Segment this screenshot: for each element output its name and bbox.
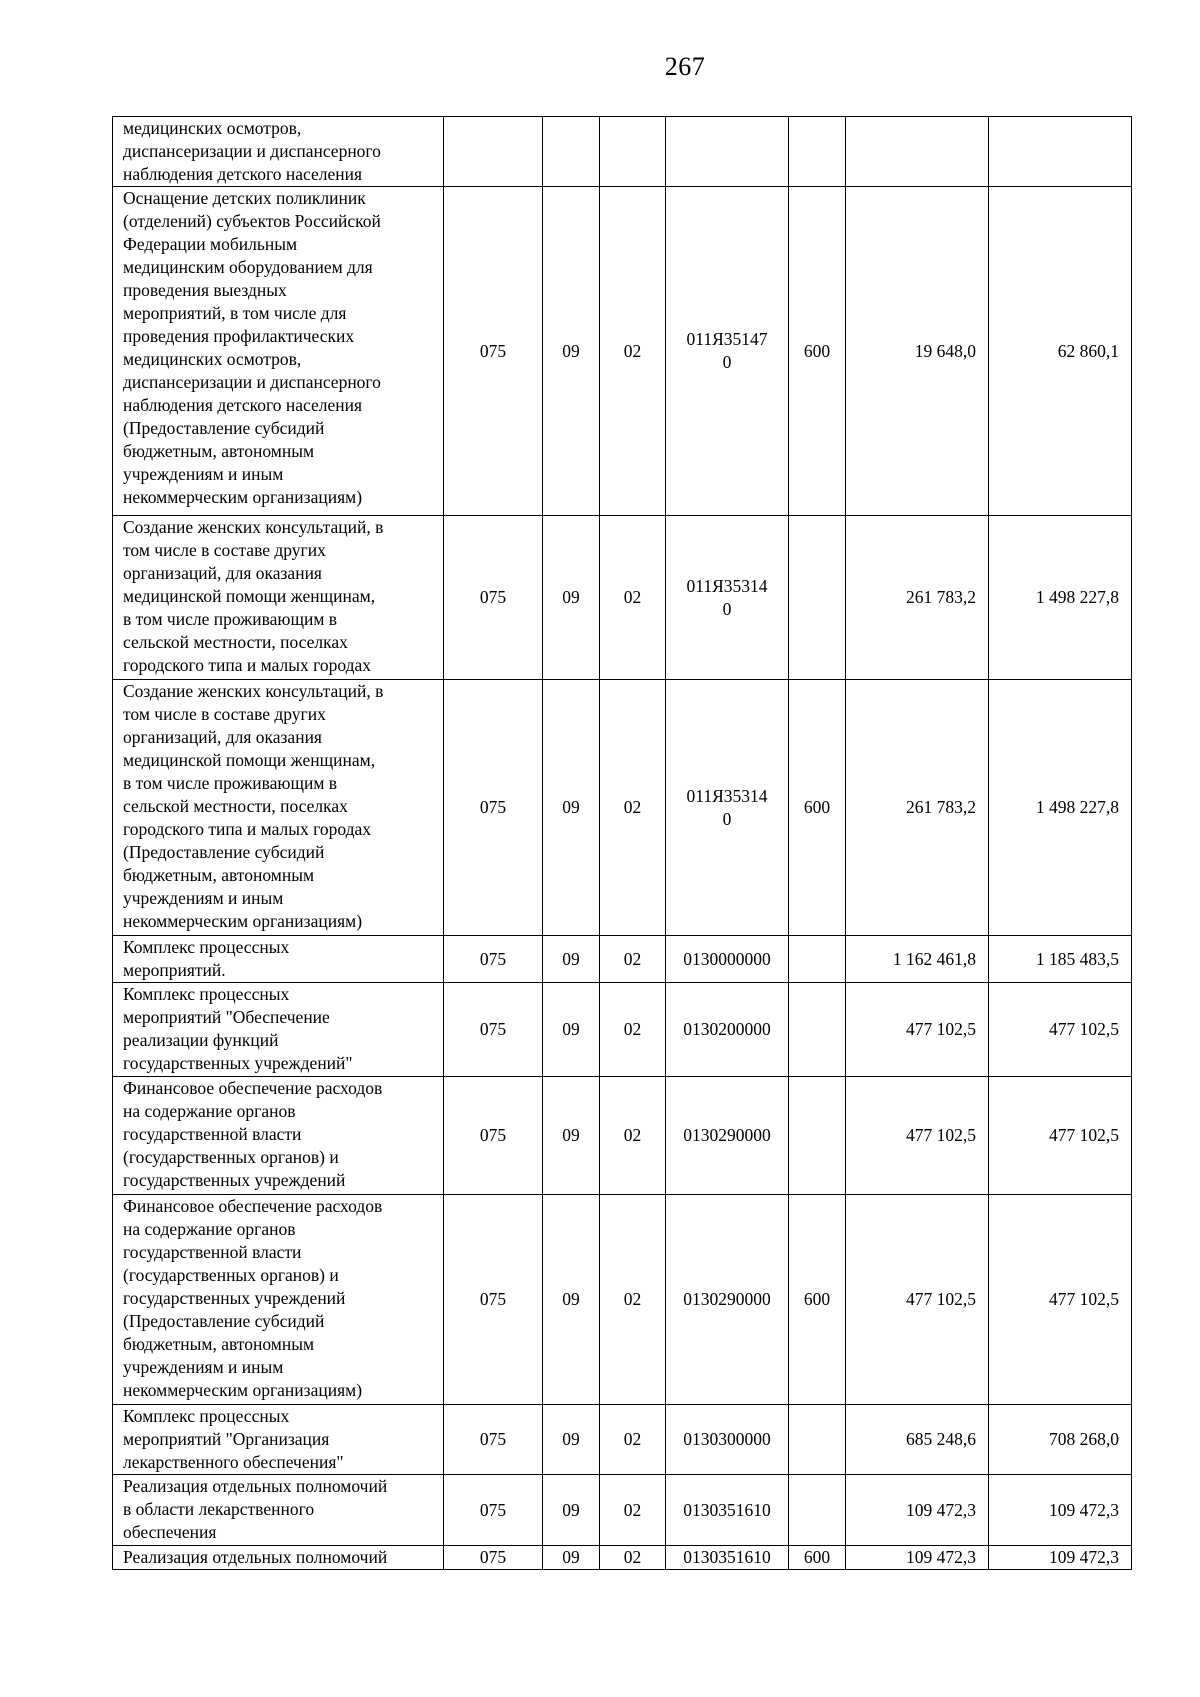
target-article-cell: 0130351610: [666, 1475, 789, 1546]
subsection-code-cell: 02: [600, 1475, 666, 1546]
subsection-code-cell: 02: [600, 1195, 666, 1405]
admin-code-cell: 075: [444, 1546, 543, 1570]
expense-type-cell: 600: [789, 1546, 846, 1570]
section-code-cell: 09: [543, 516, 600, 680]
expense-type-cell: [789, 1077, 846, 1195]
target-article-cell: 0130290000: [666, 1195, 789, 1405]
budget-table: [112, 116, 1132, 1570]
row-name-cell: Комплекс процессных мероприятий "Обеспечение реализации функций государственных учреждений": [113, 983, 444, 1077]
amount-year-2-cell: 1 185 483,5: [989, 936, 1132, 983]
row-name-cell: Комплекс процессных мероприятий "Организация лекарственного обеспечения": [113, 1405, 444, 1475]
table-row: [113, 117, 1132, 187]
page-number: 267: [664, 52, 706, 81]
table-row: [113, 936, 1132, 983]
amount-year-2-cell: 477 102,5: [989, 983, 1132, 1077]
row-name-cell: медицинских осмотров, диспансеризации и диспансерного наблюдения детского населения: [113, 117, 444, 187]
section-code-cell: [543, 117, 600, 187]
section-code-cell: 09: [543, 983, 600, 1077]
section-code-cell: 09: [543, 936, 600, 983]
table-row: [113, 187, 1132, 516]
subsection-code-cell: 02: [600, 1405, 666, 1475]
admin-code-cell: 075: [444, 680, 543, 936]
subsection-code-cell: 02: [600, 1077, 666, 1195]
amount-year-1-cell: 1 162 461,8: [846, 936, 989, 983]
section-code-cell: 09: [543, 1475, 600, 1546]
amount-year-1-cell: 477 102,5: [846, 1195, 989, 1405]
expense-type-cell: [789, 936, 846, 983]
admin-code-cell: [444, 117, 543, 187]
expense-type-cell: [789, 983, 846, 1077]
target-article-cell: 0130200000: [666, 983, 789, 1077]
expense-type-cell: [789, 516, 846, 680]
amount-year-1-cell: 685 248,6: [846, 1405, 989, 1475]
amount-year-1-cell: 19 648,0: [846, 187, 989, 516]
amount-year-1-cell: [846, 117, 989, 187]
row-name-cell: Финансовое обеспечение расходов на содержание органов государственной власти (государственных органов) и государственных учреждений (Предоставление субсидий бюджетным, автономным учреждениям и иным некоммерческим организациям): [113, 1195, 444, 1405]
expense-type-cell: 600: [789, 187, 846, 516]
amount-year-1-cell: 109 472,3: [846, 1546, 989, 1570]
target-article-cell: [666, 117, 789, 187]
target-article-cell: 0130000000: [666, 936, 789, 983]
target-article-cell: 011Я35314 0: [666, 680, 789, 936]
admin-code-cell: 075: [444, 1475, 543, 1546]
table-row: [113, 1077, 1132, 1195]
admin-code-cell: 075: [444, 1077, 543, 1195]
admin-code-cell: 075: [444, 936, 543, 983]
amount-year-1-cell: 261 783,2: [846, 516, 989, 680]
amount-year-2-cell: 708 268,0: [989, 1405, 1132, 1475]
amount-year-2-cell: [989, 117, 1132, 187]
admin-code-cell: 075: [444, 983, 543, 1077]
section-code-cell: 09: [543, 680, 600, 936]
section-code-cell: 09: [543, 187, 600, 516]
table-row: [113, 1475, 1132, 1546]
row-name-cell: Финансовое обеспечение расходов на содержание органов государственной власти (государственных органов) и государственных учреждений: [113, 1077, 444, 1195]
target-article-cell: 0130290000: [666, 1077, 789, 1195]
row-name-cell: Реализация отдельных полномочий: [113, 1546, 444, 1570]
section-code-cell: 09: [543, 1195, 600, 1405]
target-article-cell: 011Я35314 0: [666, 516, 789, 680]
admin-code-cell: 075: [444, 1195, 543, 1405]
row-name-cell: Создание женских консультаций, в том числе в составе других организаций, для оказания медицинской помощи женщинам, в том числе проживающим в сельской местности, поселках городского типа и малых городах: [113, 516, 444, 680]
section-code-cell: 09: [543, 1077, 600, 1195]
expense-type-cell: 600: [789, 680, 846, 936]
subsection-code-cell: 02: [600, 187, 666, 516]
table-row: [113, 680, 1132, 936]
section-code-cell: 09: [543, 1405, 600, 1475]
section-code-cell: 09: [543, 1546, 600, 1570]
subsection-code-cell: 02: [600, 516, 666, 680]
amount-year-2-cell: 109 472,3: [989, 1546, 1132, 1570]
subsection-code-cell: [600, 117, 666, 187]
table-body: [113, 117, 1132, 1570]
amount-year-2-cell: 477 102,5: [989, 1077, 1132, 1195]
target-article-cell: 011Я35147 0: [666, 187, 789, 516]
amount-year-2-cell: 1 498 227,8: [989, 516, 1132, 680]
row-name-cell: Создание женских консультаций, в том числе в составе других организаций, для оказания медицинской помощи женщинам, в том числе проживающим в сельской местности, поселках городского типа и малых городах (Предоставление субсидий бюджетным, автономным учреждениям и иным некоммерческим организациям): [113, 680, 444, 936]
amount-year-1-cell: 477 102,5: [846, 1077, 989, 1195]
target-article-cell: 0130351610: [666, 1546, 789, 1570]
table-row: [113, 983, 1132, 1077]
table-row: [113, 1195, 1132, 1405]
table-row: [113, 516, 1132, 680]
expense-type-cell: 600: [789, 1195, 846, 1405]
row-name-cell: Реализация отдельных полномочий в области лекарственного обеспечения: [113, 1475, 444, 1546]
table-row: [113, 1405, 1132, 1475]
subsection-code-cell: 02: [600, 983, 666, 1077]
admin-code-cell: 075: [444, 187, 543, 516]
amount-year-1-cell: 109 472,3: [846, 1475, 989, 1546]
amount-year-2-cell: 109 472,3: [989, 1475, 1132, 1546]
expense-type-cell: [789, 1405, 846, 1475]
amount-year-2-cell: 477 102,5: [989, 1195, 1132, 1405]
table-row: [113, 1546, 1132, 1570]
amount-year-1-cell: 477 102,5: [846, 983, 989, 1077]
target-article-cell: 0130300000: [666, 1405, 789, 1475]
row-name-cell: Комплекс процессных мероприятий.: [113, 936, 444, 983]
amount-year-2-cell: 1 498 227,8: [989, 680, 1132, 936]
amount-year-1-cell: 261 783,2: [846, 680, 989, 936]
amount-year-2-cell: 62 860,1: [989, 187, 1132, 516]
subsection-code-cell: 02: [600, 680, 666, 936]
subsection-code-cell: 02: [600, 936, 666, 983]
expense-type-cell: [789, 1475, 846, 1546]
admin-code-cell: 075: [444, 1405, 543, 1475]
subsection-code-cell: 02: [600, 1546, 666, 1570]
row-name-cell: Оснащение детских поликлиник (отделений) субъектов Российской Федерации мобильным медицинским оборудованием для проведения выездных мероприятий, в том числе для проведения профилактических медицинских осмотров, диспансеризации и диспансерного наблюдения детского населения (Предоставление субсидий бюджетным, автономным учреждениям и иным некоммерческим организациям): [113, 187, 444, 516]
admin-code-cell: 075: [444, 516, 543, 680]
expense-type-cell: [789, 117, 846, 187]
